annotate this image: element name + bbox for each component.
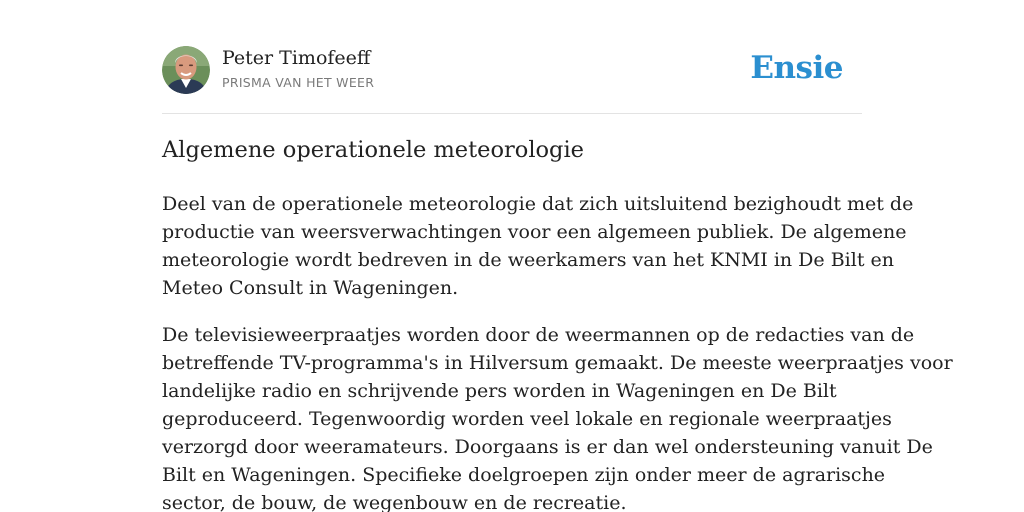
paragraph-line: Bilt en Wageningen. Specifieke doelgroepen zijn onder meer de agrarische	[162, 464, 886, 486]
author-header	[162, 46, 862, 96]
paragraph-line: Meteo Consult in Wageningen.	[162, 277, 459, 299]
paragraph-line: De televisieweerpraatjes worden door de weermannen op de redacties van de	[162, 324, 915, 346]
brand-logo[interactable]: Ensie	[750, 50, 843, 86]
article-paragraph-2	[162, 321, 953, 512]
article-title: Algemene operationele meteorologie	[162, 137, 584, 163]
header-divider	[162, 113, 862, 114]
paragraph-line: geproduceerd. Tegenwoordig worden veel lokale en regionale weerpraatjes	[162, 408, 892, 430]
paragraph-line: verzorgd door weeramateurs. Doorgaans is er dan wel ondersteuning vanuit De	[162, 436, 933, 458]
paragraph-line: productie van weersverwachtingen voor een algemeen publiek. De algemene	[162, 221, 907, 243]
paragraph-line: landelijke radio en schrijvende pers worden in Wageningen en De Bilt	[162, 380, 837, 402]
author-name[interactable]: Peter Timofeeff	[222, 47, 371, 69]
publication-name[interactable]: PRISMA VAN HET WEER	[222, 75, 375, 90]
paragraph-line: meteorologie wordt bedreven in de weerkamers van het KNMI in De Bilt en	[162, 249, 894, 271]
article-paragraph-1	[162, 190, 914, 302]
paragraph-line: betreffende TV-programma's in Hilversum gemaakt. De meeste weerpraatjes voor	[162, 352, 953, 374]
paragraph-line: sector, de bouw, de wegenbouw en de recreatie.	[162, 492, 627, 512]
person-avatar-icon[interactable]	[162, 46, 210, 94]
paragraph-line: Deel van de operationele meteorologie dat zich uitsluitend bezighoudt met de	[162, 193, 914, 215]
